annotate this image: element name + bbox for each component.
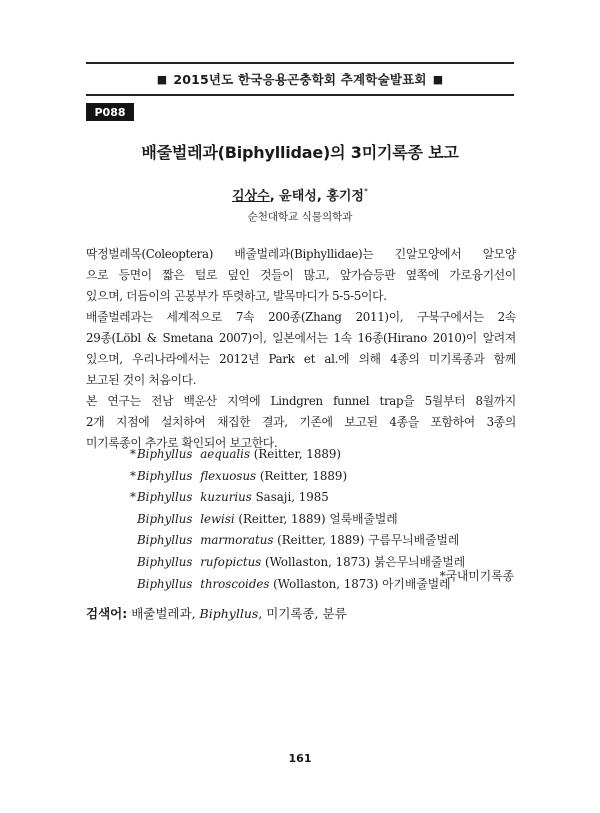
new-record-mark: * [130, 447, 136, 461]
abstract-line: 29종(Löbl & Smetana 2007)이, 일본에서는 1속 16종(Hirano 2010)이 알려져 [86, 331, 516, 345]
species-item [130, 444, 530, 466]
species-name: Biphyllus lewisi [137, 511, 235, 526]
species-author: (Reitter, 1889) [234, 511, 326, 526]
abstract-line: 으로 등면이 짧은 털로 덮인 것들이 많고, 앞가슴등판 옆쪽에 가로융기선이 [86, 268, 516, 282]
abstract-line: 2개 지점에 설치하여 채집한 결과, 기존에 보고된 4종을 포함하여 3종의 [86, 415, 516, 429]
species-author: (Wollaston, 1873) [269, 576, 379, 591]
keywords [86, 604, 516, 622]
poster-id-badge: P088 [86, 103, 134, 121]
author-list [86, 185, 514, 204]
author-name: 윤태성 [279, 189, 317, 204]
species-author: Sasaji, 1985 [251, 490, 329, 505]
new-record-mark: * [130, 490, 136, 505]
species-author: (Wollaston, 1873) [261, 554, 371, 569]
species-korean-name: 구름무늬배줄벌레 [364, 533, 460, 548]
author-separator: , [316, 189, 327, 204]
abstract-line: 배줄벌레과는 세계적으로 7속 200종(Zhang 2011)이, 구북구에서는 2속 [86, 310, 516, 324]
species-korean-name: 얼룩배줄벌레 [325, 511, 398, 526]
abstract-line: 보고된 것이 처음이다. [86, 373, 197, 387]
species-item [130, 509, 530, 531]
square-bullet-icon: ■ [432, 72, 444, 86]
species-author: (Reitter, 1889) [250, 447, 341, 461]
running-header-text: 2015년도 한국응용곤충학회 추계학술발표회 [173, 72, 427, 87]
species-name: Biphyllus marmoratus [137, 533, 274, 548]
author-name: 홍기정 [326, 189, 364, 204]
keywords-text: , 미기록종, 분류 [258, 606, 347, 621]
square-bullet-icon: ■ [156, 72, 168, 86]
abstract-line: 있으며, 우리나라에서는 2012년 Park et al.에 의해 4종의 미기록종과 함께 [86, 352, 516, 366]
abstract-line: 미기록종이 추가로 확인되어 보고한다. [86, 436, 278, 450]
keywords-text: 배줄벌레과, [127, 606, 200, 621]
new-record-mark: * [130, 468, 136, 483]
running-header [86, 62, 514, 96]
corresponding-author-mark: * [364, 187, 368, 196]
species-korean-name: 아기배줄벌레 [378, 576, 451, 591]
author-name: 김상수 [232, 189, 270, 204]
paper-title: 배줄벌레과(Biphyllidae)의 3미기록종 보고 [141, 143, 459, 162]
species-name: Biphyllus kuzurius [137, 490, 252, 505]
species-author: (Reitter, 1889) [273, 533, 365, 548]
species-name: Biphyllus throscoides [137, 576, 270, 591]
affiliation: 순천대학교 식물의학과 [247, 211, 353, 223]
keywords-label: 검색어: [86, 606, 128, 621]
species-item [130, 530, 530, 552]
species-name: Biphyllus rufopictus [137, 554, 262, 569]
species-korean-name: 붉은무늬배줄벌레 [370, 554, 466, 569]
keywords-italic: Biphyllus [199, 606, 259, 621]
species-author: (Reitter, 1889) [256, 468, 348, 483]
species-name: Biphyllus flexuosus [137, 468, 257, 483]
page-number: 161 [288, 752, 312, 765]
species-name: Biphyllus aequalis [137, 447, 251, 461]
abstract-line: 있으며, 더듬이의 곤봉부가 뚜렷하고, 발목마디가 5-5-5이다. [86, 289, 387, 303]
species-item [130, 487, 530, 509]
abstract-line: 딱정벌레목(Coleoptera) 배줄벌레과(Biphyllidae)는 긴알모양에서 알모양 [86, 247, 516, 261]
species-item [130, 466, 530, 488]
author-separator: , [269, 189, 280, 204]
footnote-new-record: *국내미기록종 [439, 569, 514, 583]
abstract-body [86, 244, 516, 454]
abstract-line: 본 연구는 전남 백운산 지역에 Lindgren funnel trap을 5월부터 8월까지 [86, 394, 516, 408]
